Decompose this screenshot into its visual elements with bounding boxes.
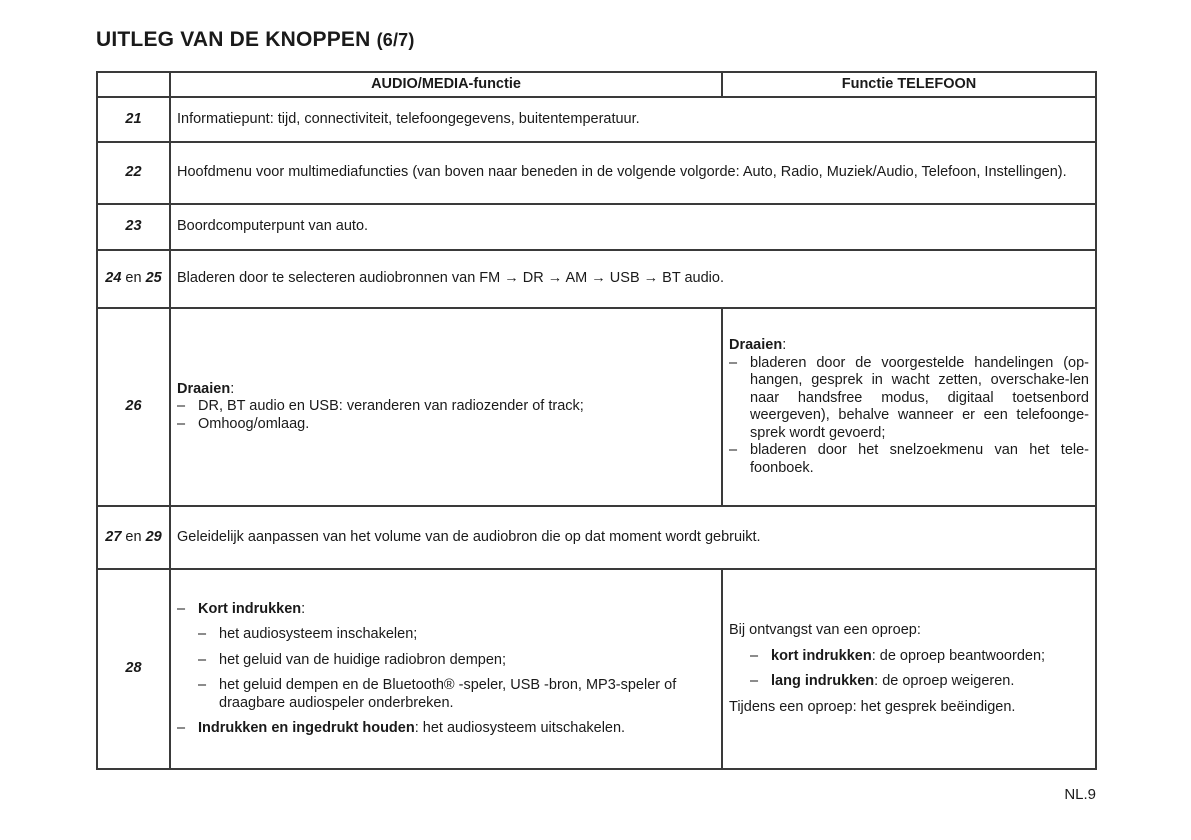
row-number: 24 en 25 xyxy=(97,250,170,308)
list-item: bladeren door het snelzoekmenu van het tele-foonboek. xyxy=(750,442,1089,476)
table-row xyxy=(97,506,1096,569)
header-audio: AUDIO/MEDIA-functie xyxy=(170,72,722,97)
row-number: 28 xyxy=(97,569,170,769)
row-text: Informatiepunt: tijd, connectiviteit, telefoongegevens, buitentemperatuur. xyxy=(170,97,1096,142)
row-number: 21 xyxy=(97,97,170,142)
page-number: NL.9 xyxy=(1064,786,1096,803)
header-num xyxy=(97,72,170,97)
table-row xyxy=(97,250,1096,308)
row-number: 23 xyxy=(97,204,170,250)
table-row xyxy=(97,308,1096,506)
list-item: het geluid dempen en de Bluetooth® -speler, USB -bron, MP3-speler of draagbare audiospeler onderbreken. xyxy=(219,677,677,711)
phone-cell: Draaien: – bladeren door de voorgestelde handelingen (op-hangen, gesprek in wacht zetten, overschake-len naar handsfree modus, digitaal toetsenbord weergeven), behalve wanneer er een telefoonge-sprek wordt gevoerd; – bladeren door het snelzoekmenu van het tele-foonboek. xyxy=(722,308,1096,506)
row-text: Boordcomputerpunt van auto. xyxy=(170,204,1096,250)
list-item: Omhoog/omlaag. xyxy=(198,415,310,432)
table-row xyxy=(97,204,1096,250)
audio-cell: – Kort indrukken: – het audiosysteem inschakelen; – het geluid van de huidige radiobron dempen; – het geluid dempen en de Bluetooth® -speler, USB -bron, MP3-speler of draagbare audiospeler onderbreken. – Indrukken en ingedrukt houden: het audiosysteem uitschakelen. xyxy=(170,569,722,769)
phone-cell: Bij ontvangst van een oproep: – kort indrukken: de oproep beantwoorden; – lang indrukken: de oproep weigeren. Tijdens een oproep: het gesprek beëindigen. xyxy=(722,569,1096,769)
row-text: Geleidelijk aanpassen van het volume van de audiobron die op dat moment wordt gebruikt. xyxy=(170,506,1096,569)
list-item: bladeren door de voorgestelde handelingen (op-hangen, gesprek in wacht zetten, overschake-len naar handsfree modus, digitaal toetsenbord weergeven), behalve wanneer er een telefoonge-sprek wordt gevoerd; xyxy=(750,354,1089,441)
list-item: het geluid van de huidige radiobron dempen; xyxy=(219,651,506,668)
list-item: het audiosysteem inschakelen; xyxy=(219,626,418,642)
list-item: DR, BT audio en USB: veranderen van radiozender of track; xyxy=(198,398,584,415)
row-text: Bladeren door te selecteren audiobronnen van FM → DR → AM → USB → BT audio. xyxy=(170,250,1096,308)
row-number: 22 xyxy=(97,142,170,204)
table-row xyxy=(97,142,1096,204)
page-title: UITLEG VAN DE KNOPPEN (6/7) xyxy=(96,28,415,51)
row-text: Hoofdmenu voor multimediafuncties (van boven naar beneden in de volgende volgorde: Auto, Radio, Muziek/Audio, Telefoon, Instellingen). xyxy=(170,142,1096,204)
row-number: 27 en 29 xyxy=(97,506,170,569)
buttons-table xyxy=(96,71,1097,770)
audio-cell: Draaien: – DR, BT audio en USB: veranderen van radiozender of track; – Omhoog/omlaag. xyxy=(170,308,722,506)
table-row xyxy=(97,97,1096,142)
table-header-row xyxy=(97,72,1096,97)
row-number: 26 xyxy=(97,308,170,506)
table-row xyxy=(97,569,1096,769)
header-phone: Functie TELEFOON xyxy=(722,72,1096,97)
